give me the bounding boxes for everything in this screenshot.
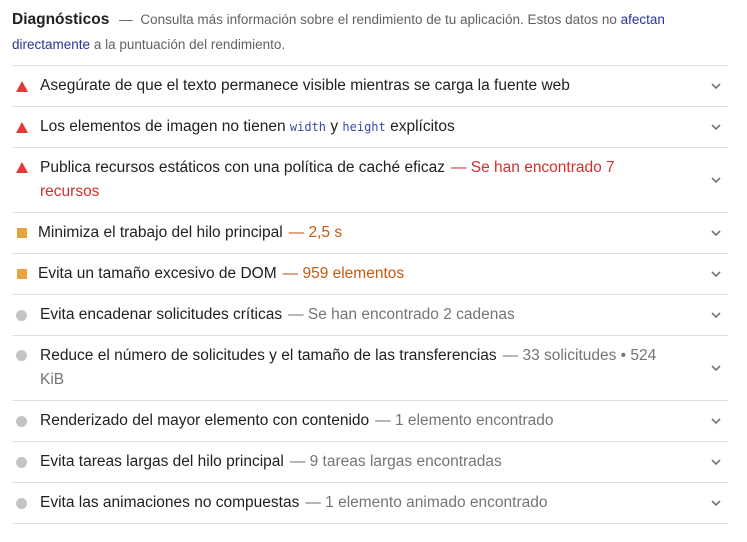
section-title: Diagnósticos — [12, 11, 110, 28]
audit-row-cache-policy[interactable] — [12, 148, 728, 213]
afectan-directamente-link[interactable]: afectan directamente — [12, 12, 665, 52]
code-width: width — [289, 120, 327, 134]
audit-detail: — Se han encontrado 7 recursos — [40, 159, 615, 200]
audit-detail: — 33 solicitudes • 524 KiB — [40, 347, 657, 388]
audit-row-resource-summary[interactable] — [12, 336, 728, 401]
chevron-down-icon[interactable] — [710, 498, 722, 508]
info-circle-icon — [12, 416, 40, 427]
audit-row-mainthread-work[interactable] — [12, 213, 728, 254]
audit-detail: — 1 elemento animado encontrado — [305, 494, 548, 511]
info-circle-icon — [12, 336, 40, 361]
audit-title: Renderizado del mayor elemento con contenido — 1 elemento encontrado — [40, 412, 554, 429]
chevron-down-icon[interactable] — [710, 416, 722, 426]
warning-triangle-icon — [12, 148, 40, 173]
audit-row-dom-size[interactable] — [12, 254, 728, 295]
audit-title: Los elementos de imagen no tienen width y height explícitos — [40, 118, 455, 135]
audit-list — [12, 65, 728, 524]
diagnostics-section — [12, 7, 728, 524]
code-height: height — [342, 120, 386, 134]
chevron-down-icon[interactable] — [710, 122, 722, 132]
header-description: Consulta más información sobre el rendimiento de tu aplicación. Estos datos no — [140, 12, 617, 27]
header-dash: — — [119, 12, 133, 27]
audit-row-lcp-element[interactable] — [12, 401, 728, 442]
average-square-icon — [12, 269, 40, 279]
warning-triangle-icon — [12, 122, 40, 133]
audit-title: Asegúrate de que el texto permanece visible mientras se carga la fuente web — [40, 77, 570, 94]
audit-row-font-display[interactable] — [12, 66, 728, 107]
audit-row-critical-request-chains[interactable] — [12, 295, 728, 336]
info-circle-icon — [12, 310, 40, 321]
warning-triangle-icon — [12, 81, 40, 92]
audit-title: Reduce el número de solicitudes y el tamaño de las transferencias — 33 solicitudes • 524 KiB — [40, 347, 657, 388]
audit-title: Evita encadenar solicitudes críticas — Se han encontrado 2 cadenas — [40, 306, 515, 323]
audit-title: Evita las animaciones no compuestas — 1 elemento animado encontrado — [40, 494, 548, 511]
audit-detail: — Se han encontrado 2 cadenas — [288, 306, 515, 323]
chevron-down-icon[interactable] — [710, 363, 722, 373]
audit-detail: — 2,5 s — [288, 224, 343, 241]
chevron-down-icon[interactable] — [710, 175, 722, 185]
header-description-end: a la puntuación del rendimiento. — [93, 37, 286, 52]
chevron-down-icon[interactable] — [710, 269, 722, 279]
audit-title: Evita tareas largas del hilo principal — 9 tareas largas encontradas — [40, 453, 502, 470]
audit-detail: — 959 elementos — [282, 265, 405, 282]
chevron-down-icon[interactable] — [710, 310, 722, 320]
info-circle-icon — [12, 498, 40, 509]
audit-title: Evita un tamaño excesivo de DOM — 959 elementos — [38, 265, 405, 282]
audit-title: Minimiza el trabajo del hilo principal — 2,5 s — [38, 224, 343, 241]
audit-row-unsized-images[interactable] — [12, 107, 728, 148]
audit-detail: — 1 elemento encontrado — [375, 412, 554, 429]
chevron-down-icon[interactable] — [710, 457, 722, 467]
audit-row-non-composited-animations[interactable] — [12, 483, 728, 524]
chevron-down-icon[interactable] — [710, 81, 722, 91]
audit-row-long-tasks[interactable] — [12, 442, 728, 483]
info-circle-icon — [12, 457, 40, 468]
chevron-down-icon[interactable] — [710, 228, 722, 238]
average-square-icon — [12, 228, 40, 238]
diagnostics-header — [12, 7, 728, 65]
audit-detail: — 9 tareas largas encontradas — [289, 453, 502, 470]
audit-title: Publica recursos estáticos con una política de caché eficaz — Se han encontrado 7 recursos — [40, 159, 615, 200]
